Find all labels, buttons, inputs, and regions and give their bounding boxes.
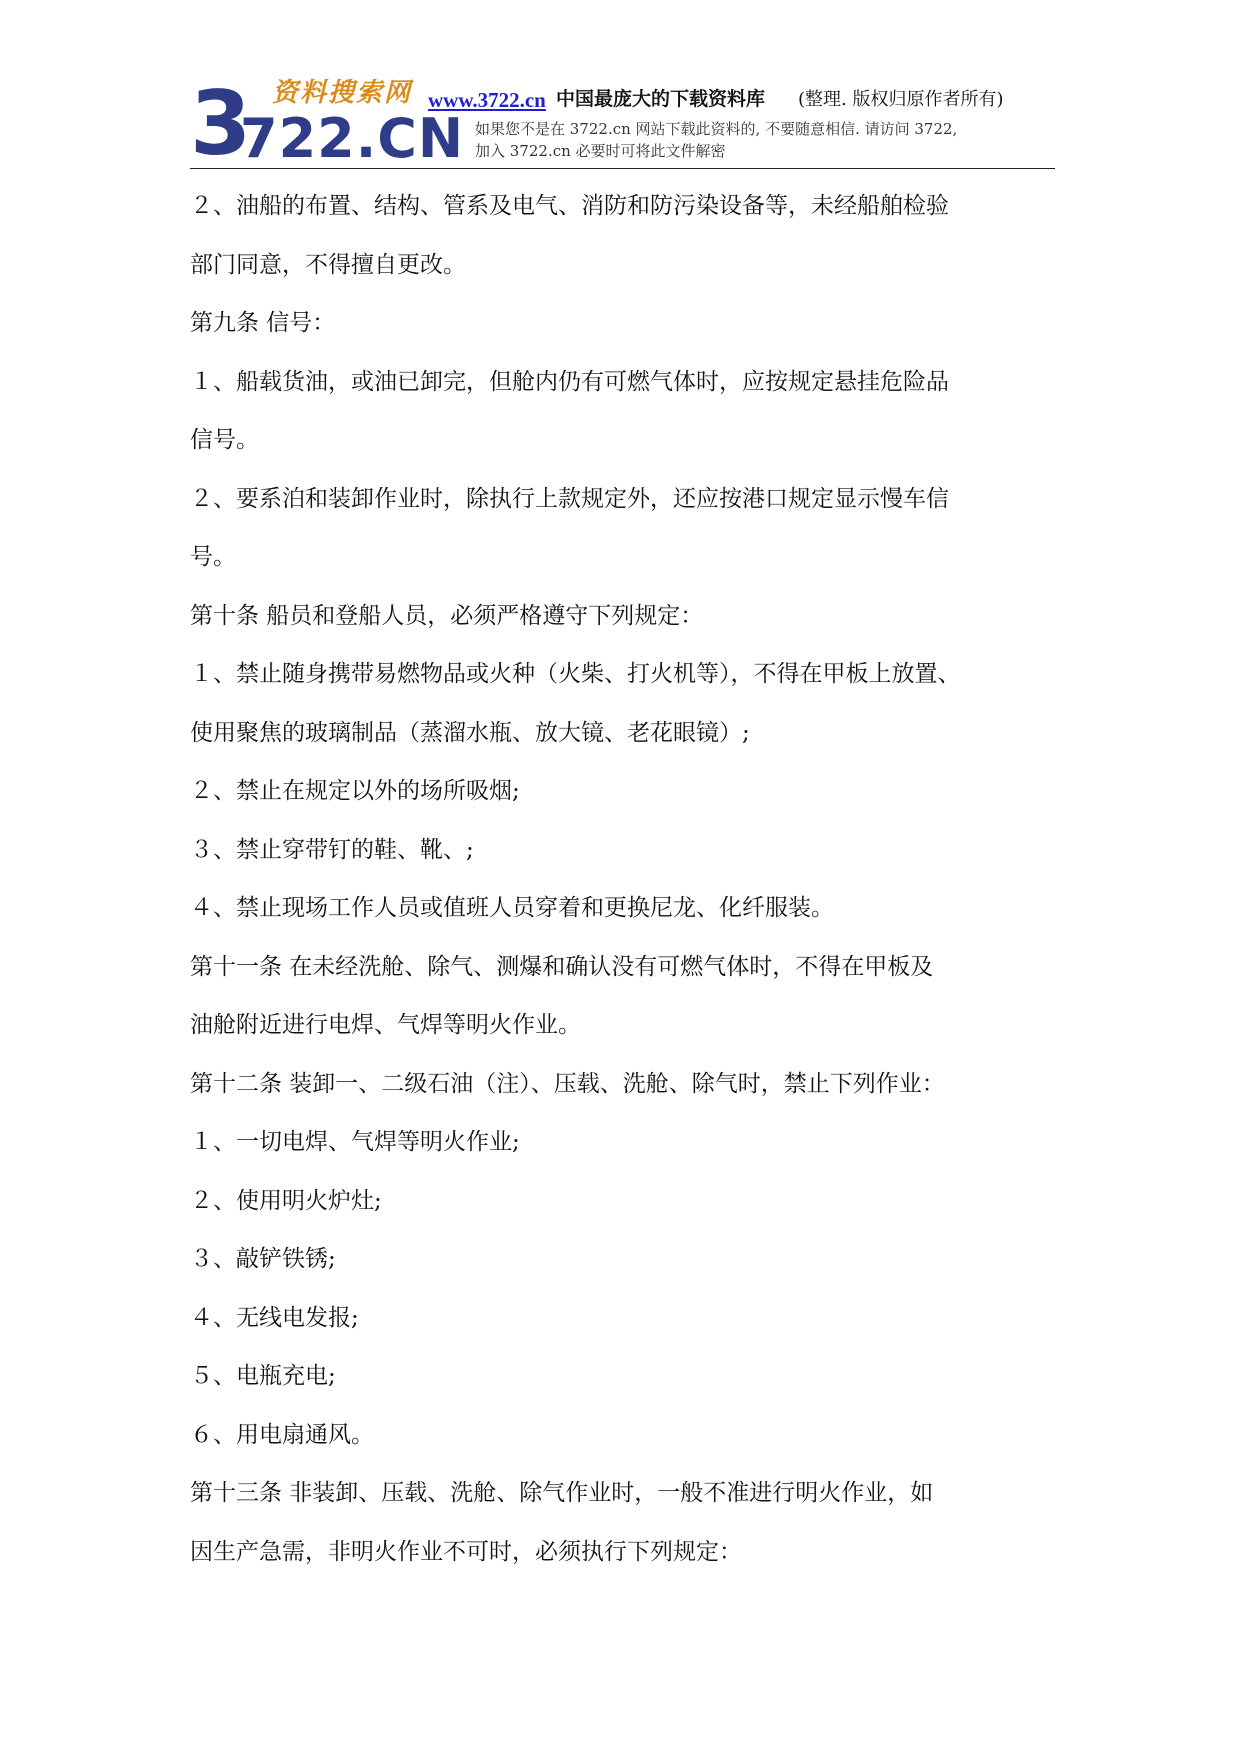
text-line: ２、使用明火炉灶; [190,1187,382,1214]
text-line: １、船载货油，或油已卸完，但舱内仍有可燃气体时，应按规定悬挂危险品 [190,368,949,395]
logo-number: 3 [190,72,250,175]
document-body [190,188,1070,1592]
article-heading: 第十二条 装卸一、二级石油（注）、压载、洗舱、除气时，禁止下列作业： [190,1070,945,1097]
text-line: １、禁止随身携带易燃物品或火种（火柴、打火机等），不得在甲板上放置、 [190,661,961,687]
download-notice [475,118,1075,162]
site-logo [190,72,465,175]
text-line: ４、无线电发报; [190,1304,359,1331]
text-line: １、一切电焊、气焊等明火作业; [190,1129,520,1155]
text-line: 信号。 [190,427,259,453]
header-divider [190,168,1055,169]
text-line: ２、油船的布置、结构、管系及电气、消防和防污染设备等，未经船舶检验 [190,193,949,219]
text-line: ２、要系泊和装卸作业时，除执行上款规定外，还应按港口规定显示慢车信 [190,485,949,512]
article-heading: 第十条 船员和登船人员，必须严格遵守下列规定： [190,602,704,629]
text-line: 号。 [190,544,236,570]
text-line: ４、禁止现场工作人员或值班人员穿着和更换尼龙、化纤服装。 [190,895,834,921]
text-line: ５、电瓶充电; [190,1363,336,1389]
text-line: ３、敲铲铁锈; [190,1246,336,1272]
text-line: 油舱附近进行电焊、气焊等明火作业。 [190,1012,581,1038]
text-line: ２、禁止在规定以外的场所吸烟; [190,778,520,804]
text-line: ３、禁止穿带钉的鞋、靴、; [190,836,474,863]
logo-domain: 722.CN [240,107,465,170]
text-line: 因生产急需，非明火作业不可时，必须执行下列规定： [190,1538,742,1565]
text-line: 部门同意，不得擅自更改。 [190,251,466,278]
site-link[interactable]: www.3722.cn [428,88,546,112]
text-line: ６、用电扇通风。 [190,1421,374,1448]
logo-slogan: 资料搜索网 [272,78,413,108]
article-heading: 第九条 信号： [190,310,336,336]
article-heading: 第十三条 非装卸、压载、洗舱、除气作业时，一般不准进行明火作业，如 [190,1480,934,1506]
site-rights-note: (整理. 版权归原作者所有) [798,89,1004,110]
notice-line: 如果您不是在 3722.cn 网站下载此资料的, 不要随意相信. 请访问 3722, [475,120,958,138]
article-heading: 第十一条 在未经洗舱、除气、测爆和确认没有可燃气体时，不得在甲板及 [190,953,934,980]
text-line: 使用聚焦的玻璃制品（蒸溜水瓶、放大镜、老花眼镜）; [190,719,750,746]
site-name: 中国最庞大的下载资料库 [556,88,766,110]
notice-line: 加入 3722.cn 必要时可将此文件解密 [475,142,726,160]
page-header [190,72,1060,175]
